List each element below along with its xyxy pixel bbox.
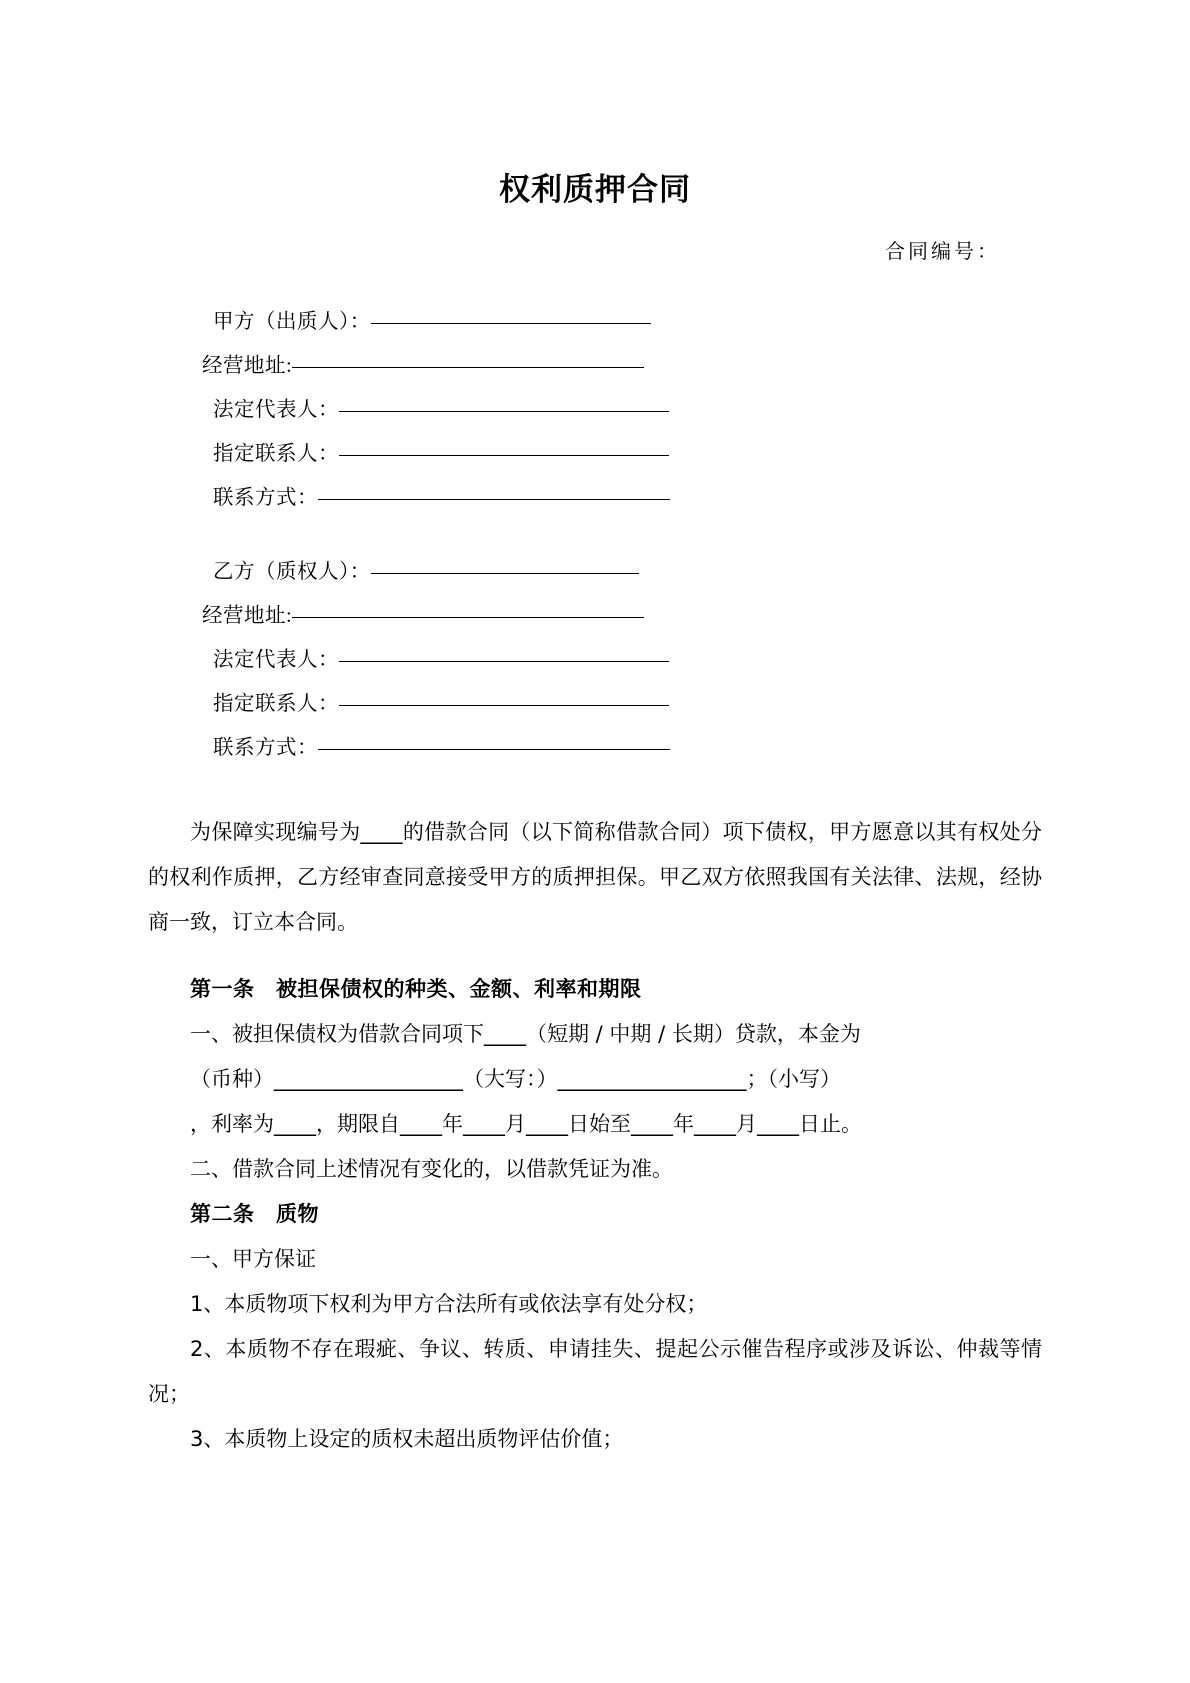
party-a-block <box>202 300 1190 520</box>
page-title: 权利质押合同 <box>499 172 691 208</box>
contract-number-row <box>0 235 1190 264</box>
party-b-legal-rep-row <box>213 638 1190 682</box>
party-b-legal-rep-label: 法定代表人： <box>213 649 339 672</box>
article-two-heading: 第二条 质物 <box>190 1202 319 1227</box>
party-a-contact-person-row <box>213 432 1190 476</box>
article-one-item-1-line-1: 一、被担保债权为借款合同项下____（短期 / 中期 / 长期）贷款，本金为 <box>190 1022 861 1047</box>
party-b-address-label: 经营地址: <box>202 605 293 628</box>
parties-section <box>0 300 1190 770</box>
article-two-sub-item-3: 3、本质物上设定的质权未超出质物评估价值； <box>190 1427 624 1452</box>
party-b-address-row <box>202 594 1190 638</box>
party-b-contact-method-blank[interactable] <box>318 749 670 750</box>
document-body <box>0 810 1190 1462</box>
article-one-item-1-line-3: ，利率为____，期限自____年____月____日始至____年____月____日止。 <box>190 1112 862 1137</box>
party-a-contact-method-row <box>213 476 1190 520</box>
party-a-address-label: 经营地址: <box>202 355 293 378</box>
article-one-item-2: 二、借款合同上述情况有变化的，以借款凭证为准。 <box>190 1157 673 1182</box>
party-b-name-row <box>213 550 1190 594</box>
party-b-block <box>202 550 1190 770</box>
party-a-legal-rep-blank[interactable] <box>339 411 669 412</box>
article-one-heading: 第一条 被担保债权的种类、金额、利率和期限 <box>190 977 642 1002</box>
party-b-name-blank[interactable] <box>371 573 639 574</box>
party-b-contact-person-label: 指定联系人： <box>213 693 339 716</box>
preamble-spacer <box>148 945 1042 967</box>
article-two-item-1: 一、甲方保证 <box>190 1247 316 1272</box>
party-a-contact-method-blank[interactable] <box>318 499 670 500</box>
party-b-contact-method-label: 联系方式： <box>213 737 318 760</box>
party-b-contact-method-row <box>213 726 1190 770</box>
party-a-contact-person-label: 指定联系人： <box>213 443 339 466</box>
article-two-sub-item-1: 1、本质物项下权利为甲方合法所有或依法享有处分权； <box>190 1292 708 1317</box>
party-a-address-blank[interactable] <box>292 367 644 368</box>
party-b-address-blank[interactable] <box>292 617 644 618</box>
party-b-contact-person-blank[interactable] <box>339 705 669 706</box>
party-a-label: 甲方（出质人）： <box>213 311 371 334</box>
party-a-name-row <box>213 300 1190 344</box>
article-two-sub-item-2: 2、本质物不存在瑕疵、争议、转质、申请挂失、提起公示催告程序或涉及诉讼、仲裁等情况； <box>148 1337 1042 1407</box>
party-a-legal-rep-label: 法定代表人： <box>213 399 339 422</box>
party-a-contact-method-label: 联系方式： <box>213 487 318 510</box>
party-b-contact-person-row <box>213 682 1190 726</box>
preamble-paragraph: 为保障实现编号为____的借款合同（以下简称借款合同）项下债权，甲方愿意以其有权处分的权利作质押，乙方经审查同意接受甲方的质押担保。甲乙双方依照我国有关法律、法规，经协商一致，订立本合同。 <box>148 820 1042 935</box>
party-a-name-blank[interactable] <box>371 323 651 324</box>
party-a-address-row <box>202 344 1190 388</box>
party-b-legal-rep-blank[interactable] <box>339 661 669 662</box>
party-b-label: 乙方（质权人）： <box>213 561 371 584</box>
party-a-contact-person-blank[interactable] <box>339 455 669 456</box>
contract-number-label: 合同编号： <box>885 241 1000 264</box>
article-one-item-1-line-2: （币种）__________________（大写：）__________________；（小写） <box>190 1067 841 1092</box>
party-a-legal-rep-row <box>213 388 1190 432</box>
